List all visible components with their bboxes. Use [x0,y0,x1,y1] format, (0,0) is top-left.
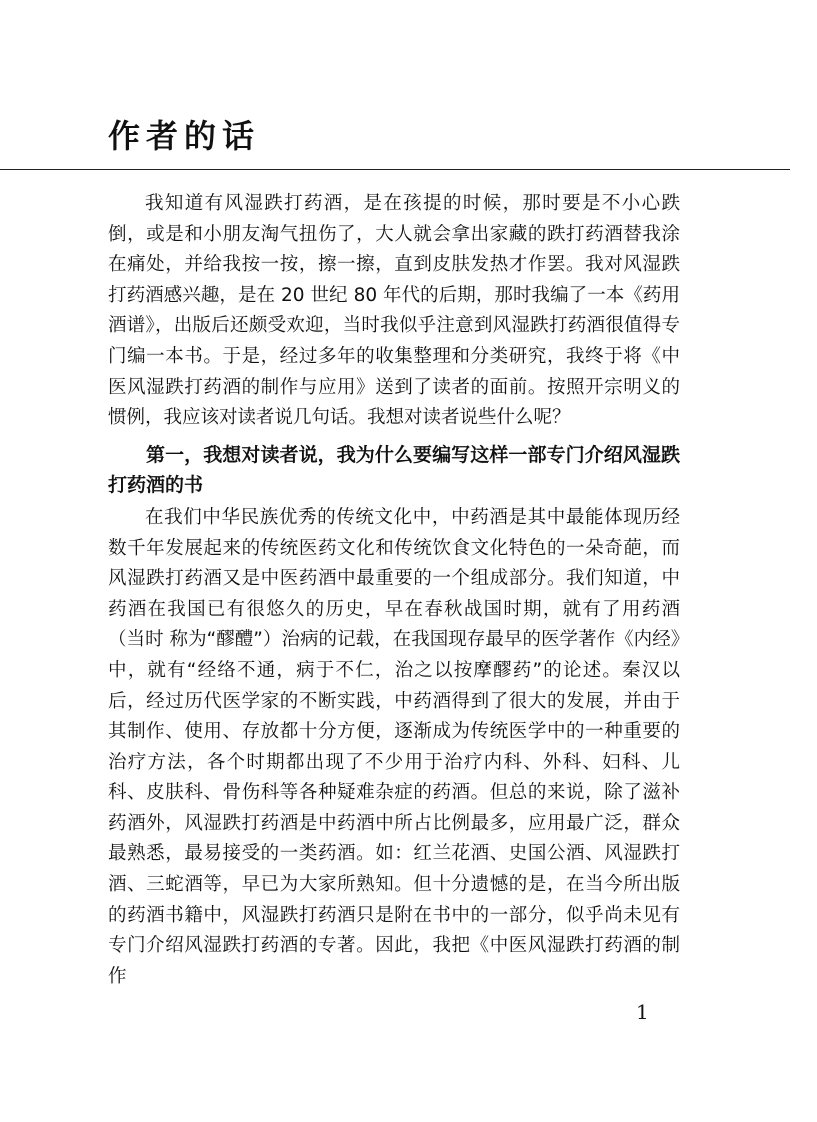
body-text [108,189,680,992]
title-divider [0,169,790,170]
paragraph: 在我们中华民族优秀的传统文化中，中药酒是其中最能体现历经数千年发展起来的传统医药文化和传统饮食文化特色的一朵奇葩，而风湿跌打药酒又是中医药酒中最重要的一个组成部分。我们知道，中药酒在我国已有很悠久的历史，早在春秋战国时期，就有了用药酒（当时 称为“醪醴”）治病的记载，在我国现存最早的医学著作《内经》中，就有“经络不通，病于不仁，治之以按摩醪药”的论述。秦汉以后，经过历代医学家的不断实践，中药酒得到了很大的发展，并由于其制作、使用、存放都十分方便，逐渐成为传统医学中的一种重要的治疗方法，各个时期都出现了不少用于治疗内科、外科、妇科、儿科、皮肤科、骨伤科等各种疑难杂症的药酒。但总的来说，除了滋补药酒外，风湿跌打药酒是中药酒中所占比例最多，应用最广泛，群众最熟悉，最易接受的一类药酒。如：红兰花酒、史国公酒、风湿跌打酒、三蛇酒等，早已为大家所熟知。但十分遗憾的是，在当今所出版的药酒书籍中，风湿跌打药酒只是附在书中的一部分，似乎尚未见有专门介绍风湿跌打药酒的专著。因此，我把《中医风湿跌打药酒的制作 [108,506,680,987]
page-title: 作者的话 [108,117,261,155]
section-heading: 第一，我想对读者说，我为什么要编写这样一部专门介绍风湿跌打药酒的书 [108,443,680,497]
paragraph: 我知道有风湿跌打药酒，是在孩提的时候，那时要是不小心跌倒，或是和小朋友淘气扭伤了，大人就会拿出家藏的跌打药酒替我涂在痛处，并给我按一按，擦一擦，直到皮肤发热才作罢。我对风湿跌打药酒感兴趣，是在 20 世纪 80 年代的后期，那时我编了一本《药用酒谱》，出版后还颇受欢迎，当时我似乎注意到风湿跌打药酒很值得专门编一本书。于是，经过多年的收集整理和分类研究，我终于将《中医风湿跌打药酒的制作与应用》送到了读者的面前。按照开宗明义的惯例，我应该对读者说几句话。我想对读者说些什么呢？ [108,193,680,429]
page-number: 1 [636,1000,649,1024]
